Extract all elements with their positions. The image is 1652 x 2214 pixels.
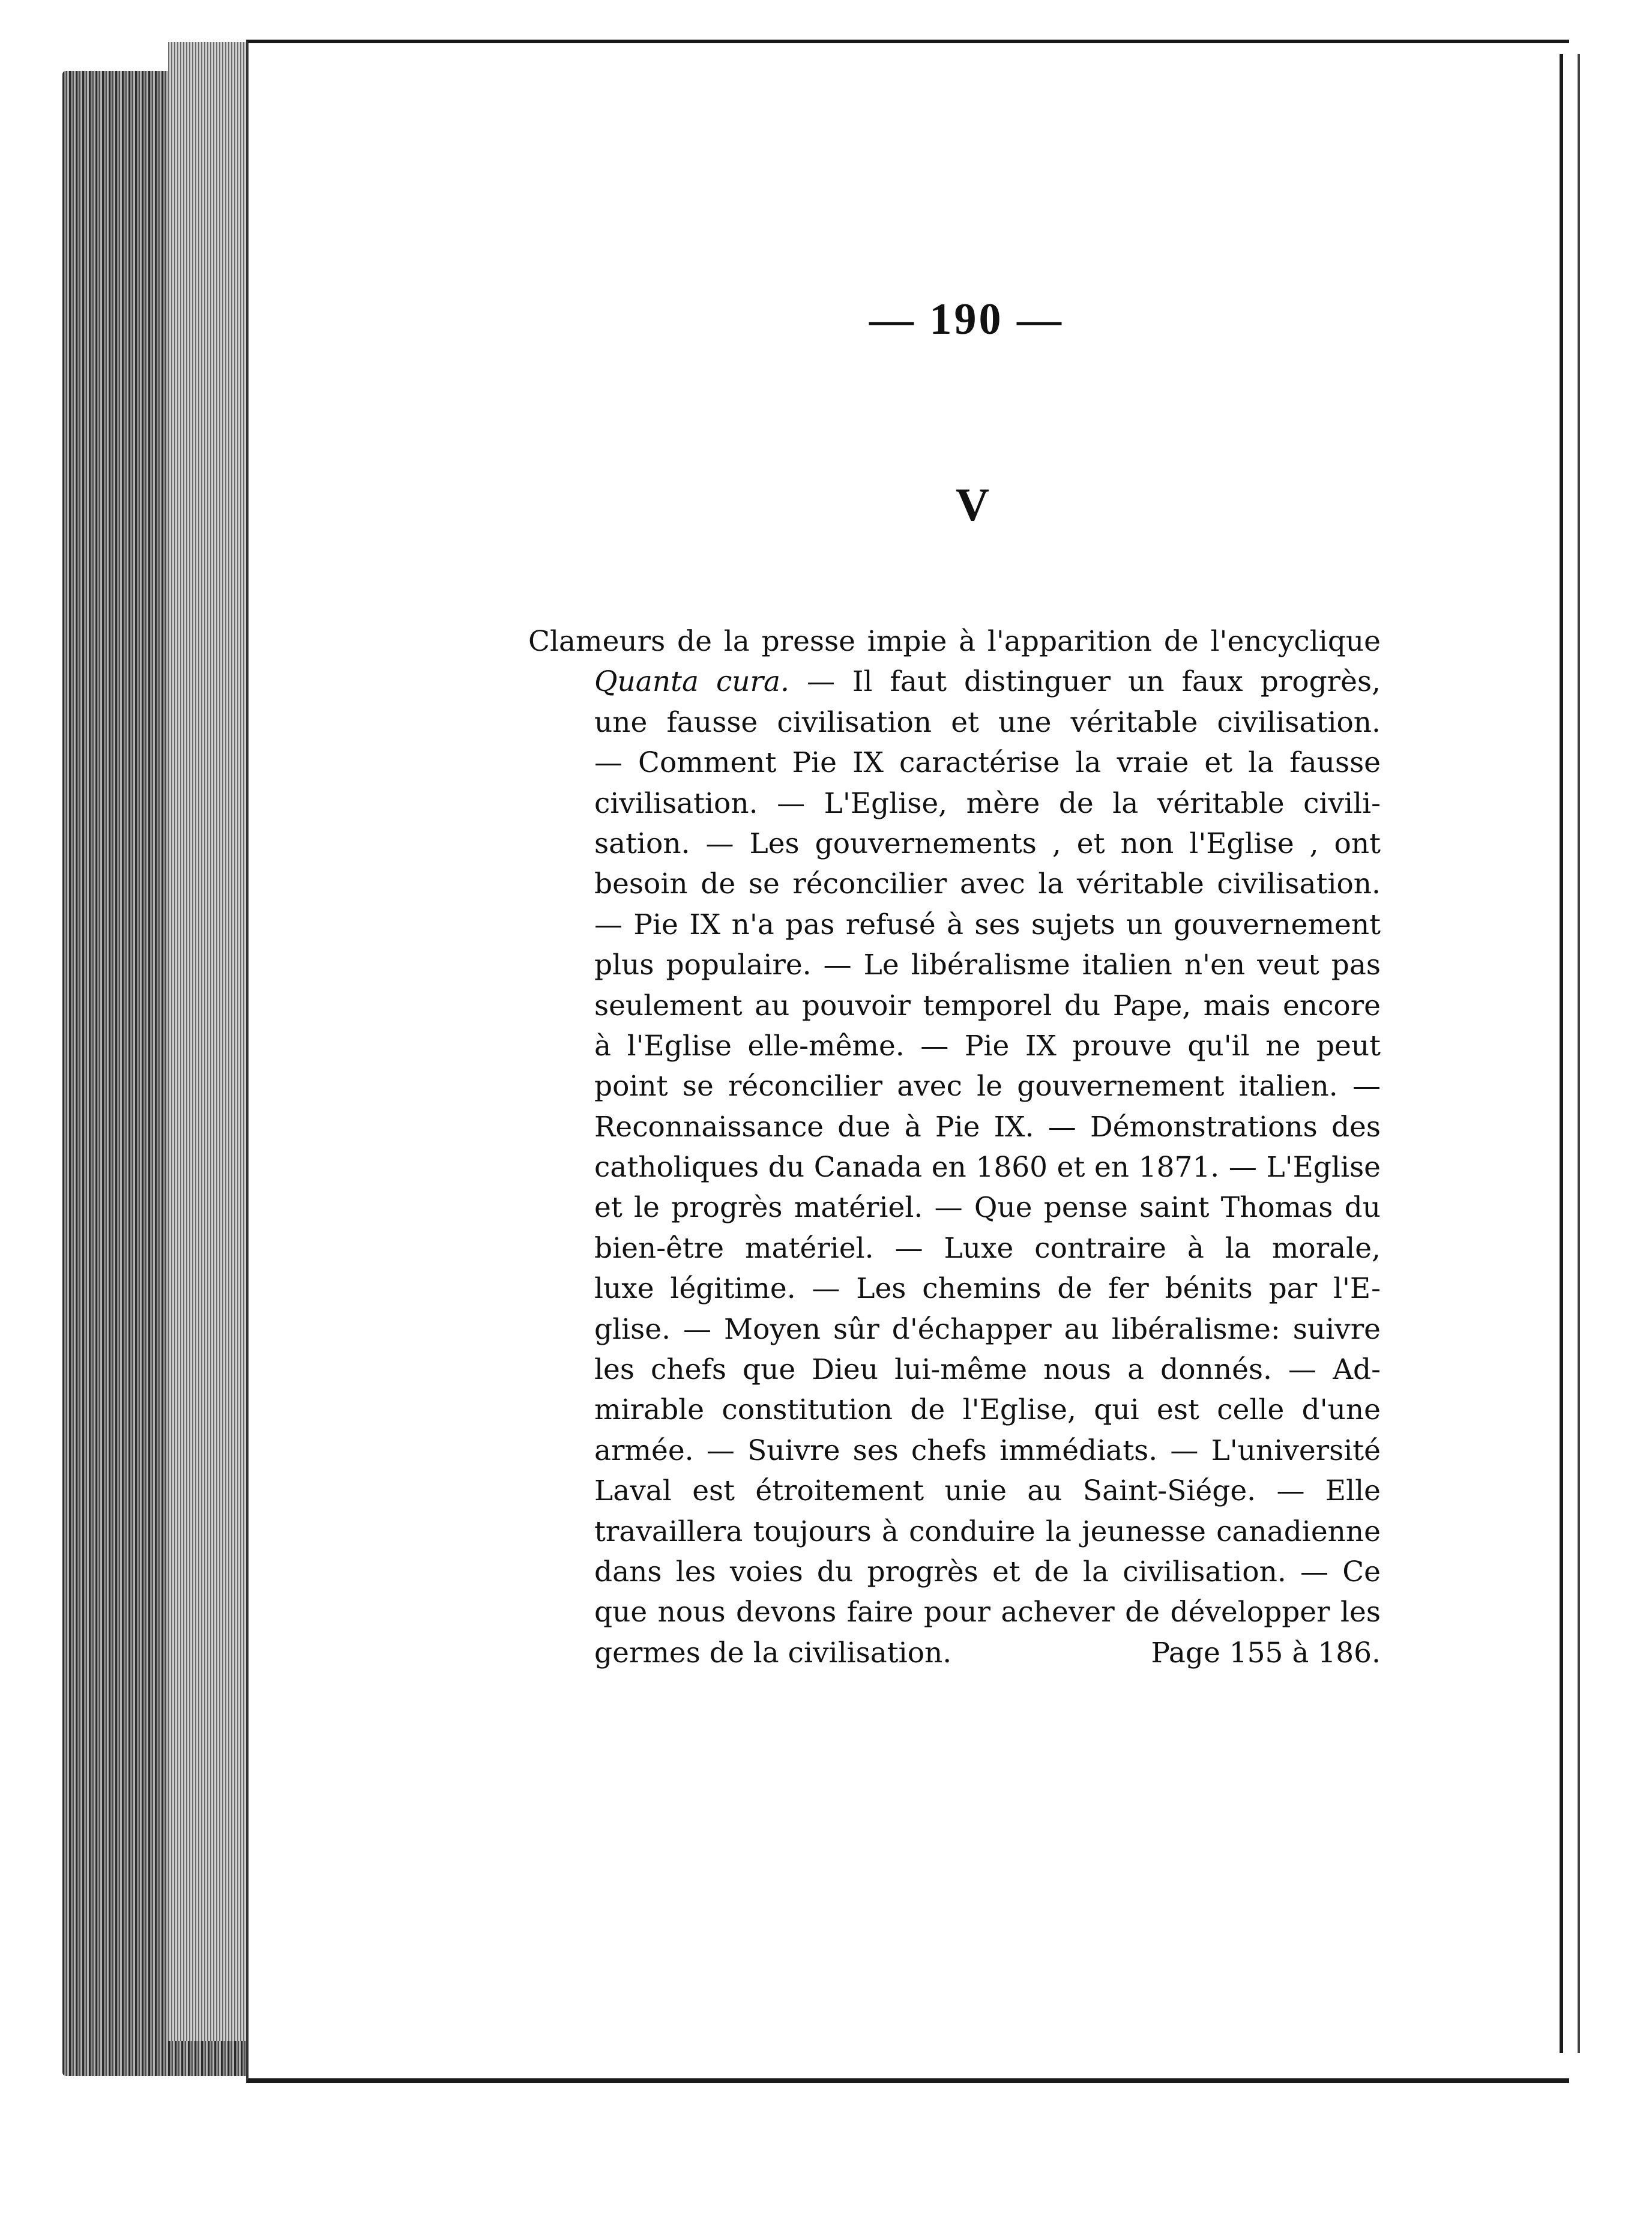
summary-line	[528, 1350, 1381, 1390]
summary-line	[528, 621, 1381, 662]
summary-line-text: besoin de se réconcilier avec la véritable civilisation.	[594, 867, 1381, 901]
summary-line	[528, 1633, 1381, 1673]
summary-line	[528, 702, 1381, 743]
summary-line-text: — Pie IX n'a pas refusé à ses sujets un gouvernement	[594, 908, 1381, 941]
summary-line-text: une fausse civilisation et une véritable civilisation.	[594, 705, 1381, 739]
summary-line	[528, 1026, 1381, 1066]
summary-line	[528, 1552, 1381, 1592]
summary-line-text: Reconnaissance due à Pie IX. — Démonstrations des	[594, 1110, 1381, 1144]
summary-line-text: bien-être matériel. — Luxe contraire à la morale,	[594, 1231, 1381, 1265]
summary-line-text: dans les voies du progrès et de la civilisation. — Ce	[594, 1555, 1381, 1588]
chapter-summary	[528, 621, 1381, 1673]
summary-line	[528, 905, 1381, 945]
summary-line-text: civilisation. — L'Eglise, mère de la véritable civili-	[594, 786, 1381, 820]
page-number: — 190 —	[869, 295, 1064, 344]
summary-line-text: que nous devons faire pour achever de développer les	[594, 1596, 1381, 1629]
summary-line	[528, 1471, 1381, 1511]
summary-line	[528, 1309, 1381, 1350]
summary-line-text: — Il faut distinguer un faux progrès,	[789, 665, 1381, 699]
summary-line	[528, 986, 1381, 1026]
summary-line-text: Clameurs de la presse impie à l'apparition de l'encyclique	[528, 625, 1381, 658]
summary-line-text: plus populaire. — Le libéralisme italien n'en veut pas	[594, 949, 1381, 982]
summary-line	[528, 1431, 1381, 1471]
summary-line	[528, 1228, 1381, 1268]
summary-line-text: et le progrès matériel. — Que pense saint Thomas du	[594, 1191, 1381, 1225]
page-reference: Page 155 à 186.	[1151, 1636, 1381, 1670]
summary-line	[528, 1268, 1381, 1309]
summary-line	[528, 1066, 1381, 1106]
summary-line-text: point se réconcilier avec le gouvernement italien. —	[594, 1070, 1381, 1103]
summary-line	[528, 743, 1381, 783]
summary-line	[528, 662, 1381, 702]
page-stack-inner-edge	[168, 42, 252, 2041]
summary-line-text: — Comment Pie IX caractérise la vraie et la fausse	[594, 746, 1381, 780]
summary-line-text: mirable constitution de l'Eglise, qui est celle d'une	[594, 1393, 1381, 1427]
summary-line-text: glise. — Moyen sûr d'échapper au libéralisme: suivre	[594, 1312, 1381, 1346]
summary-line-text: à l'Eglise elle-même. — Pie IX prouve qu'il ne peut	[594, 1029, 1381, 1063]
summary-line-text: les chefs que Dieu lui-même nous a donnés. — Ad-	[594, 1353, 1381, 1387]
summary-line-text: luxe légitime. — Les chemins de fer bénits par l'E-	[594, 1272, 1381, 1306]
summary-line-text: catholiques du Canada en 1860 et en 1871. — L'Eglise	[594, 1151, 1381, 1184]
summary-line	[528, 1147, 1381, 1187]
summary-line	[528, 1187, 1381, 1228]
section-numeral: V	[955, 478, 990, 531]
right-page-edge	[1560, 54, 1563, 2053]
summary-line	[528, 864, 1381, 904]
summary-line	[528, 1512, 1381, 1552]
summary-line-text: seulement au pouvoir temporel du Pape, mais encore	[594, 989, 1381, 1022]
right-page-edge-shadow	[1578, 54, 1580, 2053]
summary-line-text: armée. — Suivre ses chefs immédiats. — L'université	[594, 1434, 1381, 1467]
summary-line	[528, 783, 1381, 824]
summary-line-text: germes de la civilisation.	[594, 1636, 952, 1670]
summary-line	[528, 1592, 1381, 1632]
italic-title: Quanta cura.	[594, 665, 789, 699]
summary-line-text: Laval est étroitement unie au Saint-Siége. — Elle	[594, 1474, 1381, 1508]
summary-line	[528, 945, 1381, 985]
summary-line	[528, 1107, 1381, 1147]
summary-line	[528, 824, 1381, 864]
summary-line	[528, 1390, 1381, 1430]
summary-line-text: sation. — Les gouvernements , et non l'Eglise , ont	[594, 827, 1381, 860]
summary-line-text: travaillera toujours à conduire la jeunesse canadienne	[594, 1515, 1381, 1548]
